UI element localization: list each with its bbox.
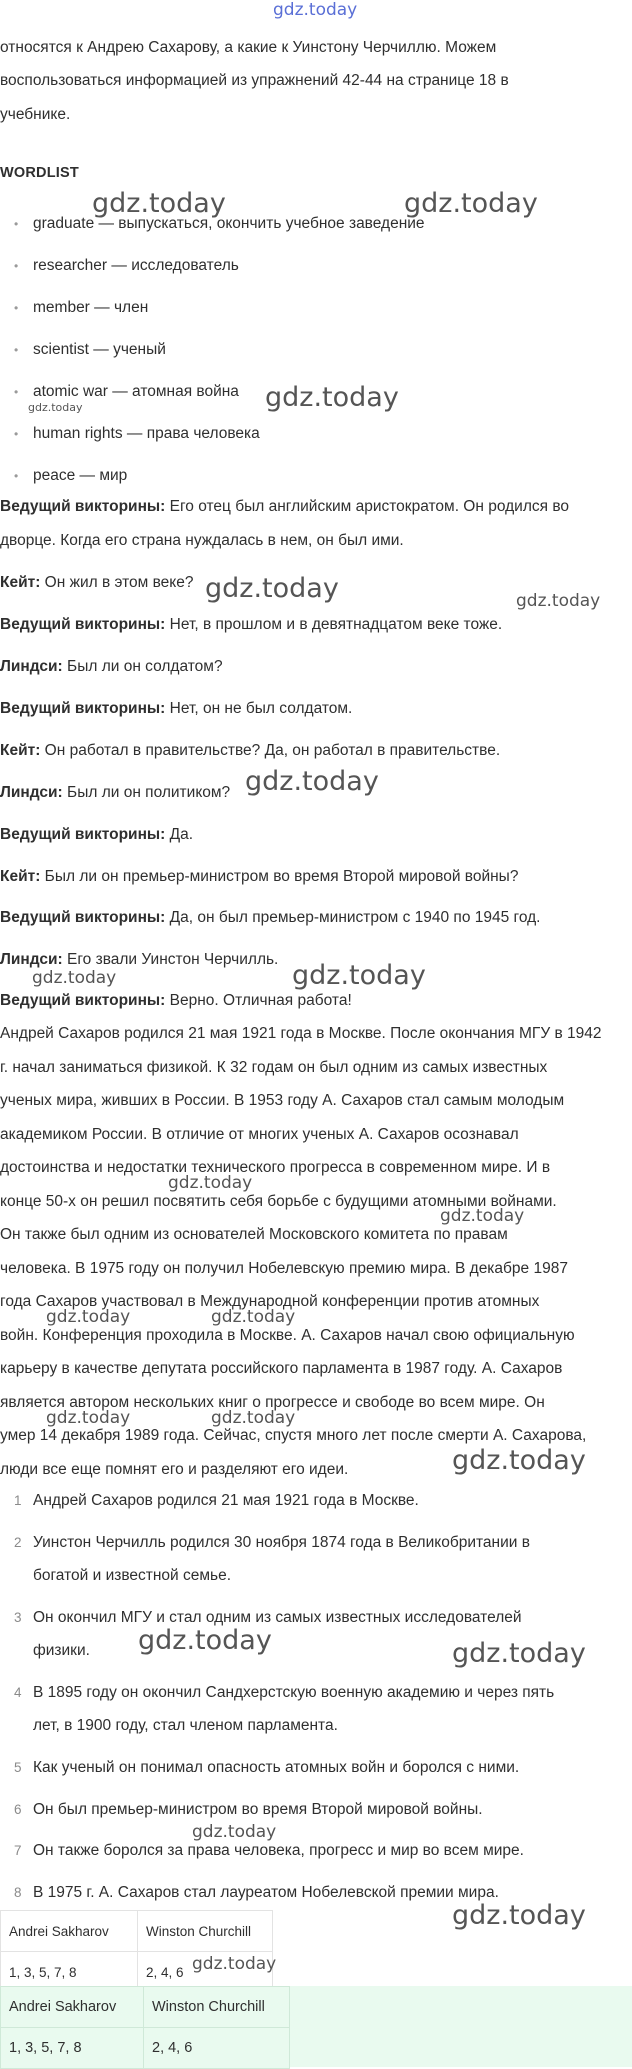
fact-text: Андрей Сахаров родился 21 мая 1921 года в Москве. [33,1492,419,1509]
paragraph-line: ученых мира, живших в России. В 1953 году А. Сахаров стал самым молодым [0,1092,565,1109]
paragraph-line: года Сахаров участвовал в Международной конференции против атомных [0,1293,540,1310]
table-cell: 2, 4, 6 [144,2028,290,2069]
bullet-icon: • [14,427,19,441]
speaker-name: Линдси: [0,951,63,968]
dialogue-text: Был ли он солдатом? [62,658,223,675]
watermark: gdz.today [292,960,426,991]
table-header-cell: Andrei Sakharov [1,1987,144,2028]
bullet-icon: • [14,385,19,399]
dialogue-text: дворце. Когда его страна нуждалась в нем, он был ими. [0,532,404,549]
intro-line: относятся к Андрею Сахарову, а какие к Уинстону Черчиллю. Можем [0,39,497,56]
table-cell: 1, 3, 5, 7, 8 [1,2028,144,2069]
dialogue-line [0,991,352,1011]
dialogue-line [0,867,518,887]
speaker-name: Кейт: [0,574,41,591]
paragraph-line: академиком России. В отличие от многих ученых А. Сахаров осознавал [0,1126,519,1143]
table-header-cell: Winston Churchill [144,1987,290,2028]
speaker-name: Ведущий викторины: [0,826,166,843]
table-header-row [1,1987,290,2028]
paragraph-line: Андрей Сахаров родился 21 мая 1921 года в Москве. После окончания МГУ в 1942 [0,1025,602,1042]
fact-number: 5 [14,1760,22,1775]
fact-number: 6 [14,1802,22,1817]
paragraph-line: достоинства и недостатки технического прогресса в современном мире. И в [0,1159,551,1176]
dialogue-text: Нет, в прошлом и в девятнадцатом веке тоже. [165,616,503,633]
fact-text: Как ученый он понимал опасность атомных войн и боролся с ними. [33,1759,520,1776]
speaker-name: Кейт: [0,868,41,885]
watermark: gdz.today [92,188,226,219]
dialogue-text: Его отец был английским аристократом. Он родился во [165,498,570,515]
paragraph-line: является автором нескольких книг о прогрессе и свободе во всем мире. Он [0,1394,545,1411]
speaker-name: Ведущий викторины: [0,992,166,1009]
paragraph-line: конце 50-х он решил посвятить себя борьбе с будущими атомными войнами. [0,1193,557,1210]
watermark: gdz.today [404,188,538,219]
watermark: gdz.today [192,1822,277,1842]
dialogue-line [0,950,278,970]
watermark: gdz.today [46,1307,131,1327]
paragraph-line: карьеру в качестве депутата российского парламента в 1987 году. А. Сахаров [0,1360,563,1377]
dialogue-line [0,825,193,845]
fact-number: 4 [14,1685,22,1700]
wordlist-item-text: human rights — права человека [33,425,260,442]
dialogue-line [0,741,500,761]
fact-text: Уинстон Черчилль родился 30 ноября 1874 года в Великобритании в [33,1534,530,1551]
fact-text: лет, в 1900 году, стал членом парламента. [33,1717,338,1734]
watermark: gdz.today [32,968,117,988]
watermark: gdz.today [516,591,601,611]
paragraph-line: г. начал заниматься физикой. К 32 годам он был одним из самых известных [0,1059,548,1076]
wordlist-item-text: scientist — ученый [33,341,166,358]
speaker-name: Ведущий викторины: [0,498,166,515]
paragraph-line: Он также был одним из основателей Московского комитета по правам [0,1226,508,1243]
fact-number: 7 [14,1843,22,1858]
dialogue-text: Нет, он не был солдатом. [165,700,353,717]
watermark: gdz.today [192,1954,277,1974]
bullet-icon: • [14,301,19,315]
speaker-name: Линдси: [0,658,63,675]
speaker-name: Кейт: [0,742,41,759]
dialogue-text: Да, он был премьер-министром с 1940 по 1945 год. [165,909,541,926]
dialogue-line [0,908,541,928]
table-row [1,2028,290,2069]
dialogue-text: Он жил в этом веке? [40,574,194,591]
dialogue-text: Он работал в правительстве? Да, он работал в правительстве. [40,742,501,759]
watermark: gdz.today [452,1900,586,1931]
bullet-icon: • [14,343,19,357]
dialogue-line [0,531,404,551]
fact-number: 3 [14,1610,22,1625]
table-cell: 1, 3, 5, 7, 8 [1,1952,138,1993]
dialogue-line [0,573,193,593]
paragraph-line: человека. В 1975 году он получил Нобелевскую премию мира. В декабре 1987 [0,1260,568,1277]
table-header-cell: Winston Churchill [138,1911,273,1952]
dialogue-line [0,699,352,719]
watermark: gdz.today [452,1638,586,1669]
watermark: gdz.today [452,1445,586,1476]
fact-text: богатой и известной семье. [33,1567,232,1584]
intro-line: учебнике. [0,106,71,123]
paragraph-line: войн. Конференция проходила в Москве. А. Сахаров начал свою официальную [0,1327,575,1344]
watermark-top: gdz.today [273,0,358,20]
fact-text: В 1895 году он окончил Сандхерстскую военную академию и через пять [33,1684,555,1701]
fact-number: 1 [14,1493,22,1508]
dialogue-line [0,657,223,677]
fact-text: В 1975 г. А. Сахаров стал лауреатом Нобелевской премии мира. [33,1884,499,1901]
wordlist-item-text: graduate — выпускаться, окончить учебное заведение [33,215,425,232]
bullet-icon: • [14,469,19,483]
dialogue-text: Да. [165,826,194,843]
answer-table [0,1910,273,1993]
intro-line: воспользоваться информацией из упражнений 42-44 на странице 18 в [0,72,509,89]
wordlist-item-text: peace — мир [33,467,128,484]
dialogue-text: Его звали Уинстон Черчилль. [62,951,279,968]
bullet-icon: • [14,217,19,231]
table-header-row [1,1911,273,1952]
fact-text: Он окончил МГУ и стал одним из самых известных исследователей [33,1609,522,1626]
watermark: gdz.today [205,573,339,604]
dialogue-line [0,497,569,517]
paragraph-line: умер 14 декабря 1989 года. Сейчас, спустя много лет после смерти А. Сахарова, [0,1427,587,1444]
fact-text: физики. [33,1642,90,1659]
wordlist-item-text: member — член [33,299,149,316]
table-header-cell: Andrei Sakharov [1,1911,138,1952]
dialogue-text: Был ли он премьер-министром во время Второй мировой войны? [40,868,519,885]
speaker-name: Ведущий викторины: [0,700,166,717]
dialogue-line [0,783,230,803]
fact-number: 8 [14,1885,22,1900]
watermark: gdz.today [265,382,399,413]
wordlist-item-text: researcher — исследователь [33,257,239,274]
speaker-name: Линдси: [0,784,63,801]
paragraph-line: люди все еще помнят его и разделяют его идеи. [0,1461,349,1478]
speaker-name: Ведущий викторины: [0,909,166,926]
bullet-icon: • [14,259,19,273]
watermark: gdz.today [211,1408,296,1428]
watermark: gdz.today [211,1307,296,1327]
watermark: gdz.today [440,1206,525,1226]
watermark: gdz.today [46,1408,131,1428]
wordlist-heading: WORDLIST [0,165,79,181]
dialogue-line [0,615,502,635]
fact-text: Он был премьер-министром во время Второй мировой войны. [33,1801,483,1818]
dialogue-text: Был ли он политиком? [62,784,231,801]
answer-table-highlighted [0,1986,290,2069]
watermark: gdz.today [138,1625,272,1656]
watermark: gdz.today [168,1173,253,1193]
table-cell: 2, 4, 6 [138,1952,273,1993]
fact-text: Он также боролся за права человека, прогресс и мир во всем мире. [33,1842,524,1859]
watermark: gdz.today [245,766,379,797]
dialogue-text: Верно. Отличная работа! [165,992,352,1009]
wordlist-item-text: atomic war — атомная война [33,383,239,400]
speaker-name: Ведущий викторины: [0,616,166,633]
fact-number: 2 [14,1535,22,1550]
watermark: gdz.today [28,401,83,414]
